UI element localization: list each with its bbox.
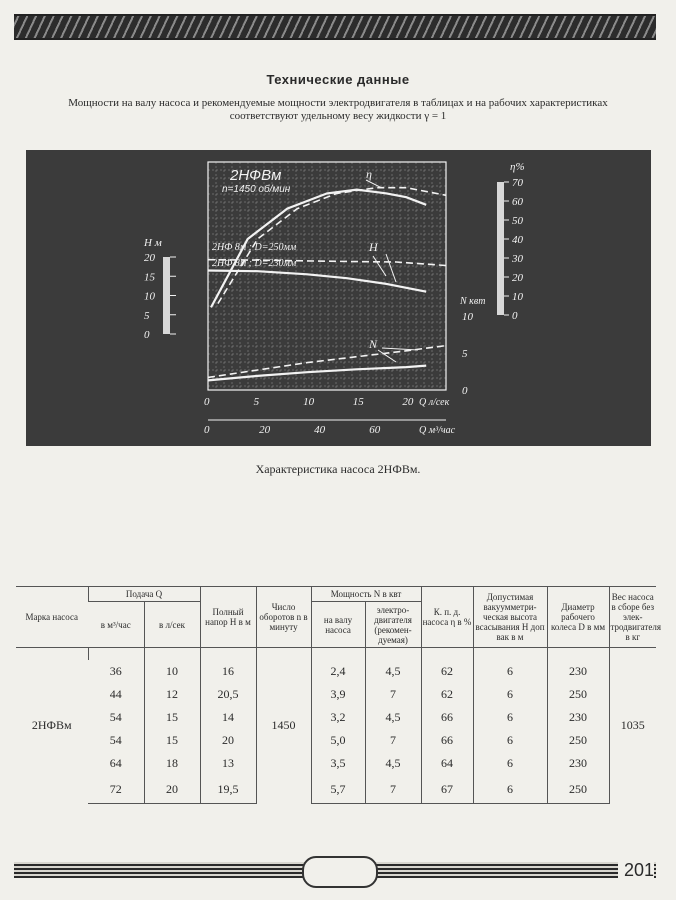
cell-n-shaft: 5,7 [311, 775, 365, 804]
x2-axis-label: Q м³/час [419, 425, 456, 436]
header-head: Полный напор Н в м [200, 587, 256, 648]
efficiency-tick-label: 50 [512, 215, 523, 227]
annotation-250: 2НФ 8м ; D=250мм [212, 242, 297, 253]
cell-diameter: 230 [547, 752, 609, 775]
cell-suction: 6 [473, 706, 547, 729]
head-tick-label: 10 [144, 290, 155, 303]
efficiency-tick-label: 0 [512, 310, 518, 322]
intro-paragraph: Мощности на валу насоса и рекомендуемые мощности электродвигателя в таблицах и на рабочих характеристиках соответствуют удельному весу жидкости γ = 1 [68, 97, 608, 122]
header-model: Марка насоса [16, 587, 88, 648]
cell-q-m3h: 54 [109, 710, 122, 724]
x2-tick-label: 40 [314, 424, 326, 436]
chart-svg [26, 150, 651, 446]
x2-tick-label: 0 [204, 424, 210, 436]
efficiency-tick-label: 40 [512, 234, 523, 246]
table-row [16, 752, 656, 775]
annotation-efficiency: η [366, 167, 372, 181]
header-rpm: Число оборотов n в минуту [256, 587, 311, 648]
cell-rpm: 1450 [256, 648, 311, 804]
x2-tick-label: 60 [369, 424, 381, 436]
table-row [16, 729, 656, 752]
cell-efficiency: 67 [421, 775, 473, 804]
header-power: Мощность N в квт [311, 587, 421, 602]
cell-q-m3h: 54 [109, 733, 122, 747]
header-power-shaft: на валу насоса [311, 602, 365, 648]
annotation-power: N [369, 337, 378, 351]
header-suction: Допустимая вакуумметри-ческая высота всасывания Н доп вак в м [473, 587, 547, 648]
x-tick-label: 15 [352, 396, 364, 408]
spec-table [16, 586, 661, 804]
cell-efficiency: 66 [421, 729, 473, 752]
header-weight: Вес насоса в сборе без элек-тродвигателя в кг [609, 587, 656, 648]
power-tick-label: 5 [462, 348, 468, 360]
cell-suction: 6 [473, 752, 547, 775]
cell-suction: 6 [473, 660, 547, 683]
page-number: 201 [618, 860, 654, 881]
x-tick-label: 0 [204, 396, 210, 408]
table-row [16, 660, 656, 683]
efficiency-tick-label: 30 [512, 253, 523, 265]
table-row [16, 683, 656, 706]
annotation-230: 2НФ 8м ; D=230мм [212, 258, 297, 269]
publisher-emblem-icon [302, 856, 378, 888]
header-flow-ls: в л/сек [144, 602, 200, 648]
head-tick-label: 0 [144, 329, 150, 341]
x-tick-label: 20 [402, 396, 414, 408]
cell-head: 14 [200, 706, 256, 729]
header-efficiency: К. п. д. насоса η в % [421, 587, 473, 648]
page-heading: Технические данные [266, 72, 410, 87]
x-tick-label: 10 [303, 396, 315, 408]
cell-n-shaft: 3,9 [311, 683, 365, 706]
cell-n-motor: 7 [365, 683, 421, 706]
chart-subtitle: n=1450 об/мин [222, 184, 291, 195]
cell-q-m3h: 64 [109, 756, 122, 770]
pump-characteristic-chart [26, 150, 651, 446]
cell-efficiency: 62 [421, 683, 473, 706]
efficiency-tick-label: 10 [512, 291, 523, 303]
header-flow-m3h: в м³/час [88, 602, 144, 648]
cell-suction: 6 [473, 683, 547, 706]
cell-q-m3h: 36 [109, 664, 122, 678]
head-axis-label: Н м [144, 237, 162, 249]
annotation-efficiency-leader [366, 180, 382, 188]
power-tick-label: 0 [462, 385, 468, 397]
cell-q-ls: 12 [144, 683, 200, 706]
cell-n-shaft: 2,4 [311, 660, 365, 683]
cell-diameter: 250 [547, 775, 609, 804]
cell-n-motor: 4,5 [365, 752, 421, 775]
cell-head: 13 [200, 752, 256, 775]
efficiency-scale-bar [497, 182, 504, 315]
efficiency-axis-label: η% [510, 161, 525, 173]
cell-q-ls: 10 [144, 660, 200, 683]
cell-head: 19,5 [200, 775, 256, 804]
x2-tick-label: 20 [259, 424, 271, 436]
cell-q-m3h: 72 [88, 775, 144, 804]
cell-n-motor: 4,5 [365, 706, 421, 729]
cell-q-ls: 15 [144, 729, 200, 752]
cell-efficiency: 62 [421, 660, 473, 683]
power-tick-label: 10 [462, 311, 473, 323]
efficiency-tick-label: 60 [512, 196, 523, 208]
cell-q-ls: 15 [144, 706, 200, 729]
table-row [16, 706, 656, 729]
series-power-dashed [208, 346, 446, 378]
x-tick-label: 5 [253, 396, 260, 408]
chart-caption: Характеристика насоса 2НФВм. [255, 462, 421, 476]
annotation-head: Н [369, 240, 378, 254]
cell-n-shaft: 3,5 [311, 752, 365, 775]
cell-diameter: 230 [547, 706, 609, 729]
cell-head: 20,5 [200, 683, 256, 706]
head-tick-label: 15 [144, 271, 155, 284]
cell-weight: 1035 [609, 648, 656, 804]
efficiency-tick-label: 70 [512, 177, 523, 189]
cell-diameter: 250 [547, 729, 609, 752]
cell-efficiency: 64 [421, 752, 473, 775]
head-tick-label: 5 [144, 309, 150, 322]
cell-n-motor: 7 [365, 729, 421, 752]
cell-n-motor: 4,5 [365, 660, 421, 683]
cell-efficiency: 66 [421, 706, 473, 729]
chart-title: 2НФВм [230, 167, 282, 184]
cell-suction: 6 [473, 775, 547, 804]
top-decorative-border [14, 14, 656, 40]
power-axis-label: N квт [460, 296, 486, 307]
cell-model: 2НФВм [31, 718, 72, 733]
head-tick-label: 20 [144, 252, 155, 264]
cell-diameter: 230 [547, 660, 609, 683]
cell-q-m3h: 44 [109, 687, 122, 701]
cell-n-motor: 7 [365, 775, 421, 804]
cell-head: 16 [200, 660, 256, 683]
header-diameter: Диаметр рабочего колеса D в мм [547, 587, 609, 648]
cell-q-ls: 20 [144, 775, 200, 804]
cell-q-ls: 18 [144, 752, 200, 775]
header-flow: Подача Q [88, 587, 200, 602]
cell-suction: 6 [473, 729, 547, 752]
header-power-motor: электро-двигателя (рекомен-дуемая) [365, 602, 421, 648]
cell-head: 20 [200, 729, 256, 752]
cell-n-shaft: 5,0 [311, 729, 365, 752]
x-axis-label: Q л/сек [419, 397, 450, 408]
efficiency-tick-label: 20 [512, 272, 523, 284]
head-scale-bar [163, 257, 170, 334]
cell-diameter: 250 [547, 683, 609, 706]
table-row [16, 775, 656, 804]
cell-n-shaft: 3,2 [311, 706, 365, 729]
